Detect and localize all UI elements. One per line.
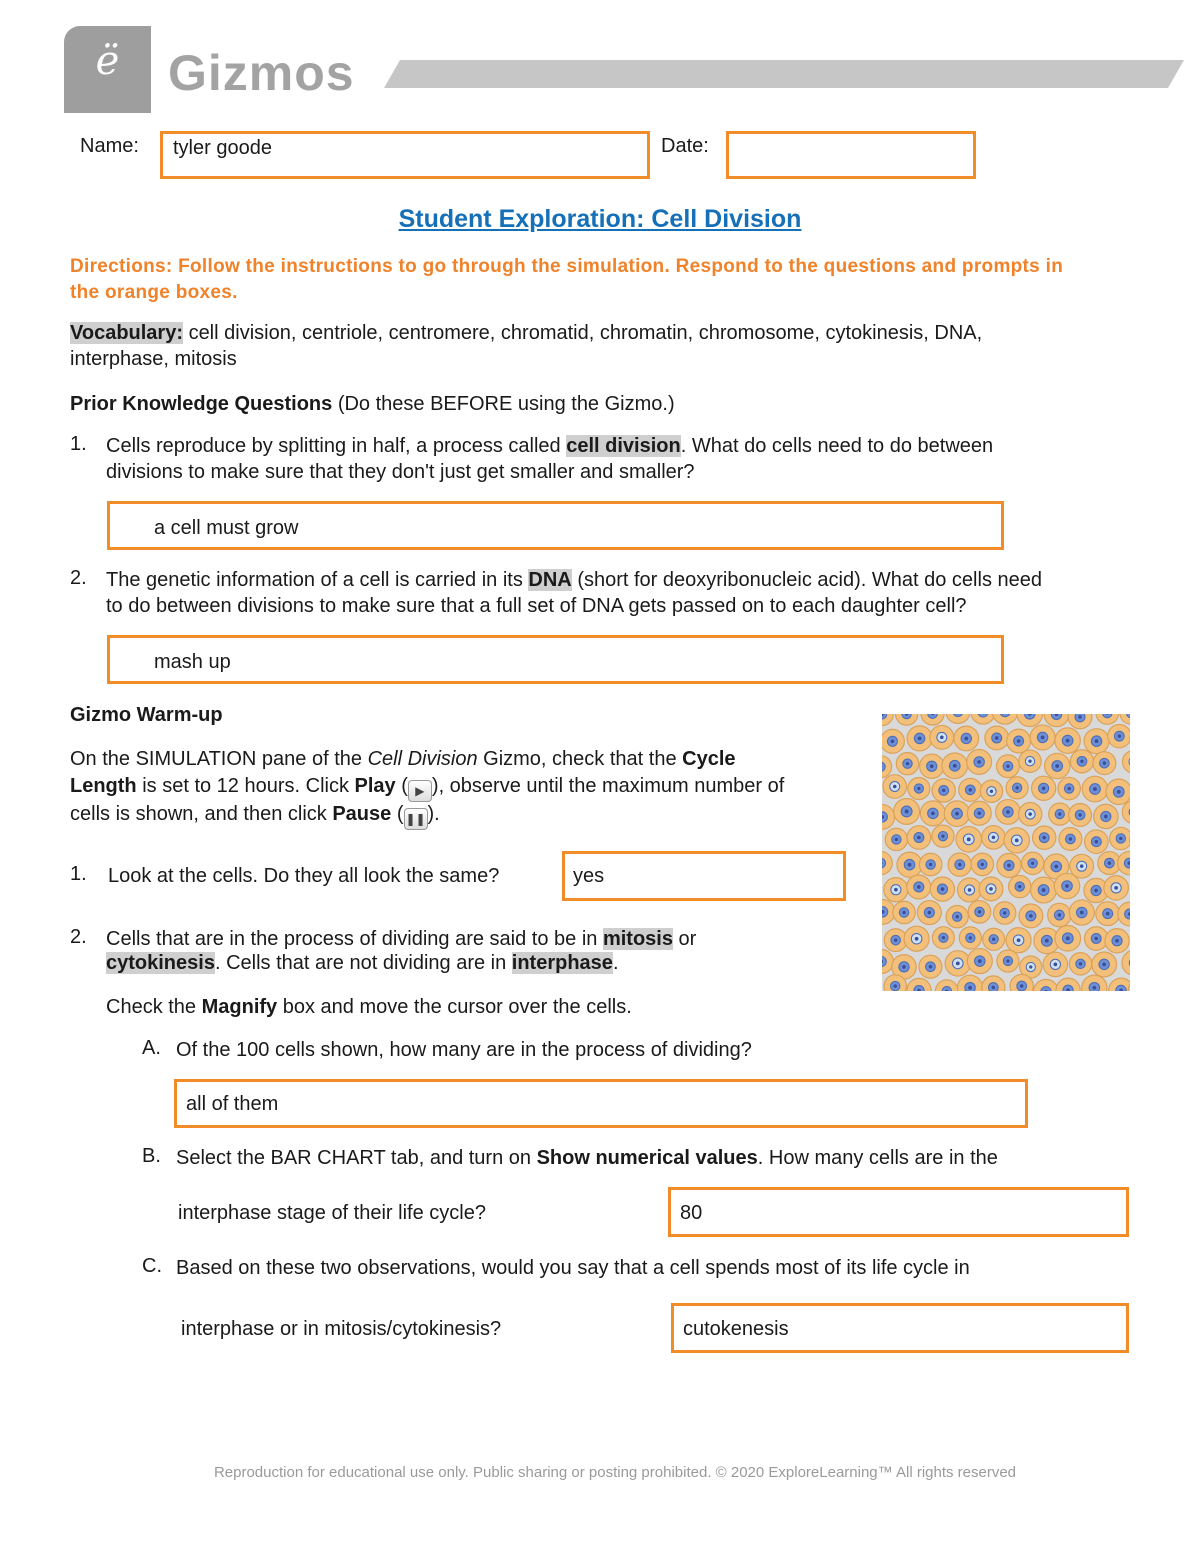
cell: [907, 978, 931, 991]
cell: [944, 801, 970, 827]
cell: [1031, 877, 1057, 903]
cell: [1017, 714, 1043, 727]
cell: [959, 927, 981, 949]
cell: [1122, 750, 1130, 773]
cell: [908, 777, 930, 799]
pk-q2-answer: mash up: [154, 651, 231, 673]
warmup-intro-line3: cells is shown, and then click Pause ( ❚❚).: [70, 801, 860, 830]
cell: [979, 877, 1003, 901]
cell: [1021, 852, 1043, 874]
magnify-a: Check the: [106, 996, 202, 1018]
warmup-q2-number: 2.: [70, 926, 87, 948]
q2c-text-line1: Based on these two observations, would you say that a cell spends most of its life cycle in: [176, 1257, 970, 1279]
cell: [935, 980, 958, 991]
q2b-answer-box[interactable]: [668, 1187, 1129, 1237]
warmup-q1-answer: yes: [573, 865, 605, 887]
cell: [983, 928, 1005, 950]
cell: [1055, 728, 1080, 753]
cell: [1069, 803, 1092, 826]
pk-q2-text-line2: to do between divisions to make sure that a full set of DNA gets passed on to each daughter cell?: [106, 595, 967, 617]
cell: [997, 755, 1020, 778]
intro-f: ).: [427, 803, 440, 825]
cells-svg: [882, 714, 1130, 991]
explorelearning-logo-icon: ë: [95, 38, 120, 84]
pk-q2-text: [106, 567, 1126, 593]
cell: [1082, 975, 1107, 991]
cell: [1043, 952, 1067, 976]
cell: [968, 901, 991, 924]
cell: [1118, 851, 1130, 874]
q2a-letter: A.: [142, 1037, 161, 1059]
cell: [896, 752, 918, 774]
cells-simulation-image: [882, 714, 1130, 991]
q2a-text: Of the 100 cells shown, how many are in the process of dividing?: [176, 1039, 752, 1061]
q2b-text-line2: interphase stage of their life cycle?: [178, 1202, 486, 1224]
cell: [897, 852, 922, 877]
q2b-show-values: Show numerical values: [536, 1147, 758, 1169]
cell: [992, 714, 1018, 724]
cell: [967, 949, 992, 974]
cell: [930, 725, 954, 749]
cell: [997, 853, 1021, 877]
cell: [932, 825, 954, 847]
cell: [930, 877, 954, 901]
cell: [1120, 714, 1130, 724]
cell: [907, 875, 931, 899]
pk-q1-text-line2: divisions to make sure that they don't just get smaller and smaller?: [106, 461, 695, 483]
q2-text-d: .: [612, 952, 619, 974]
pk-q2-answer-box[interactable]: [107, 635, 1004, 684]
cell: [1006, 777, 1028, 799]
cell: [985, 726, 1009, 750]
cell: [1069, 900, 1094, 925]
cell: [920, 754, 944, 778]
q2b-answer: 80: [680, 1202, 703, 1224]
cell: [1006, 928, 1031, 953]
warmup-heading-text: Gizmo Warm-up: [70, 704, 223, 726]
cell: [1033, 826, 1056, 849]
cell: [1049, 803, 1071, 825]
cell: [982, 976, 1005, 991]
cell: [1068, 714, 1092, 729]
date-field[interactable]: [726, 131, 976, 179]
cell: [1059, 827, 1082, 850]
cell: [1093, 752, 1116, 775]
cell: [896, 714, 918, 725]
warmup-q2-text-line1: [106, 926, 866, 952]
prior-knowledge-note: (Do these BEFORE using the Gizmo.): [337, 393, 675, 415]
footer-copyright: Reproduction for educational use only. Public sharing or posting prohibited. © 2020 ExploreLearning™ All rights reserved: [213, 1464, 1017, 1481]
warmup-q1-number: 1.: [70, 863, 87, 885]
vocabulary-line: [70, 320, 1130, 346]
cell: [1084, 729, 1109, 754]
cell: [1106, 779, 1130, 805]
q2-term-cytokinesis: cytokinesis: [106, 952, 215, 974]
q2b-letter: B.: [142, 1145, 161, 1167]
pk-q1-answer-box[interactable]: [107, 501, 1004, 550]
cell: [971, 714, 995, 724]
cell: [1070, 750, 1093, 773]
name-value: tyler goode: [173, 137, 272, 159]
cell: [959, 778, 982, 801]
cell: [932, 927, 954, 949]
cell: [946, 714, 970, 723]
cell: [885, 828, 907, 850]
intro-e: cells is shown, and then click: [70, 803, 333, 825]
cell: [1019, 750, 1041, 772]
q2b-text-a: Select the BAR CHART tab, and turn on: [176, 1147, 537, 1169]
cell: [1019, 803, 1042, 826]
cell: [993, 902, 1015, 924]
cell: [1033, 979, 1058, 991]
pk-q2-number: 2.: [70, 567, 87, 589]
cell: [1032, 776, 1056, 800]
magnify-b: box and move the cursor over the cells.: [277, 996, 632, 1018]
pk-q1-term: cell division: [566, 435, 681, 457]
cell: [956, 827, 982, 853]
cell: [971, 853, 993, 875]
warmup-q1-answer-box[interactable]: [562, 851, 846, 901]
cell: [1055, 926, 1081, 952]
cell: [920, 801, 945, 826]
cell: [884, 878, 908, 902]
cell: [904, 926, 929, 951]
cell: [1058, 777, 1080, 799]
cell: [1082, 776, 1108, 802]
q2-text-a: Cells that are in the process of dividing are said to be in: [106, 928, 603, 950]
cell: [980, 780, 1002, 802]
cell: [1030, 725, 1055, 750]
warmup-q2-magnify-line: [106, 994, 866, 1020]
pk-q2-text-b: (short for deoxyribonucleic acid). What do cells need: [571, 569, 1042, 591]
warmup-q2-text-line2: [106, 950, 866, 976]
magnify-term: Magnify: [201, 996, 278, 1018]
q2a-answer-box[interactable]: [174, 1079, 1028, 1128]
name-label: Name:: [80, 135, 139, 157]
cell: [883, 775, 907, 799]
q2-text-c: . Cells that are not dividing are in: [214, 952, 512, 974]
warmup-intro-line2: Length is set to 12 hours. Click Play ( ▶ ), observe until the maximum number of: [70, 773, 860, 802]
play-icon: ▶: [408, 780, 432, 802]
pk-q1-answer: a cell must grow: [154, 517, 299, 539]
cell: [1009, 875, 1031, 897]
q2-term-mitosis: mitosis: [602, 928, 673, 950]
cell: [1085, 830, 1109, 854]
cell: [919, 955, 942, 978]
cell: [1084, 927, 1108, 951]
intro-cycle: Cycle: [682, 748, 736, 770]
q2c-letter: C.: [142, 1255, 162, 1277]
intro-pause: Pause: [332, 803, 392, 825]
cell: [1007, 729, 1031, 753]
cell: [946, 905, 968, 927]
pk-q1-number: 1.: [70, 433, 87, 455]
cell: [921, 714, 944, 725]
cell: [1054, 873, 1079, 898]
name-field[interactable]: [160, 131, 650, 179]
cell: [1045, 753, 1070, 778]
cell: [958, 878, 982, 902]
cell: [1019, 904, 1043, 928]
cell: [1044, 714, 1069, 727]
intro-gizmo-name: Cell Division: [367, 748, 478, 770]
intro-c: is set to 12 hours. Click: [136, 775, 355, 797]
intro-play: Play: [354, 775, 396, 797]
intro-length: Length: [70, 775, 137, 797]
cell: [894, 799, 920, 825]
cell: [982, 826, 1006, 850]
cell: [1105, 929, 1129, 953]
pk-q2-term: DNA: [528, 569, 572, 591]
pk-q1-text: [106, 433, 1116, 459]
warmup-q1-text: Look at the cells. Do they all look the same?: [108, 865, 500, 887]
cell: [1069, 953, 1091, 975]
cell: [1048, 903, 1071, 926]
cell: [1004, 828, 1029, 853]
date-label: Date:: [661, 135, 709, 157]
pk-q2-text-a: The genetic information of a cell is carried in its: [106, 569, 529, 591]
cell: [1096, 714, 1119, 724]
cell: [1110, 827, 1130, 849]
q2b-text-line1: [176, 1145, 1136, 1171]
cell: [1092, 952, 1117, 977]
vocabulary-label: Vocabulary:: [70, 322, 183, 344]
intro-b: Gizmo, check that the: [477, 748, 683, 770]
cell: [917, 901, 941, 925]
cell: [996, 800, 1021, 825]
cell: [997, 950, 1019, 972]
cell: [1118, 902, 1130, 926]
warmup-intro-line1: [70, 746, 860, 772]
vocabulary-terms: cell division, centriole, centromere, chromatid, chromatin, chromosome, cytokinesis, DNA,: [188, 322, 983, 344]
prior-knowledge-heading-line: [70, 391, 1130, 417]
cell: [967, 801, 991, 825]
directions-text: Directions: Follow the instructions to go through the simulation. Respond to the questions and prompts in the orange boxes.: [70, 256, 1064, 303]
cell: [882, 714, 893, 726]
cell: [893, 901, 915, 923]
cell: [1056, 978, 1080, 991]
q2c-text-line2: interphase or in mitosis/cytokinesis?: [181, 1318, 502, 1340]
cell: [1122, 950, 1130, 976]
intro-d: ), observe until the maximum number of: [431, 775, 785, 797]
pk-q1-text-b: . What do cells need to do between: [680, 435, 994, 457]
cell: [967, 750, 992, 775]
pk-q1-text-a: Cells reproduce by splitting in half, a process called: [106, 435, 567, 457]
q2b-text-b: . How many cells are in the: [757, 1147, 998, 1169]
q2c-answer: cutokenesis: [683, 1318, 789, 1340]
cell: [907, 726, 932, 751]
vocabulary-terms-line2: interphase, mitosis: [70, 348, 237, 370]
cell: [932, 779, 955, 802]
cell: [919, 853, 942, 876]
q2-term-interphase: interphase: [511, 952, 613, 974]
cell: [948, 853, 971, 876]
cell: [882, 805, 895, 830]
q2-text-b: or: [672, 928, 697, 950]
q2a-answer: all of them: [186, 1093, 279, 1115]
cell: [1109, 978, 1130, 991]
page-title: Student Exploration: Cell Division: [398, 205, 802, 233]
cell: [954, 726, 979, 751]
brand-name: Gizmos: [168, 45, 355, 101]
cell: [1108, 724, 1130, 747]
q2c-answer-box[interactable]: [671, 1303, 1129, 1353]
cell: [907, 826, 931, 850]
prior-knowledge-heading: Prior Knowledge Questions: [70, 393, 333, 415]
cell: [1104, 876, 1128, 900]
cell: [882, 851, 892, 874]
cell: [1094, 804, 1118, 828]
cell: [882, 729, 904, 753]
cell: [945, 951, 970, 976]
cell: [942, 753, 968, 779]
cell: [1096, 902, 1120, 926]
cell: [957, 975, 982, 991]
cell: [884, 975, 907, 991]
pause-icon: ❚❚: [404, 808, 428, 830]
intro-a: On the SIMULATION pane of the: [70, 748, 368, 770]
cell: [882, 756, 892, 778]
header-bar: [384, 60, 1184, 88]
